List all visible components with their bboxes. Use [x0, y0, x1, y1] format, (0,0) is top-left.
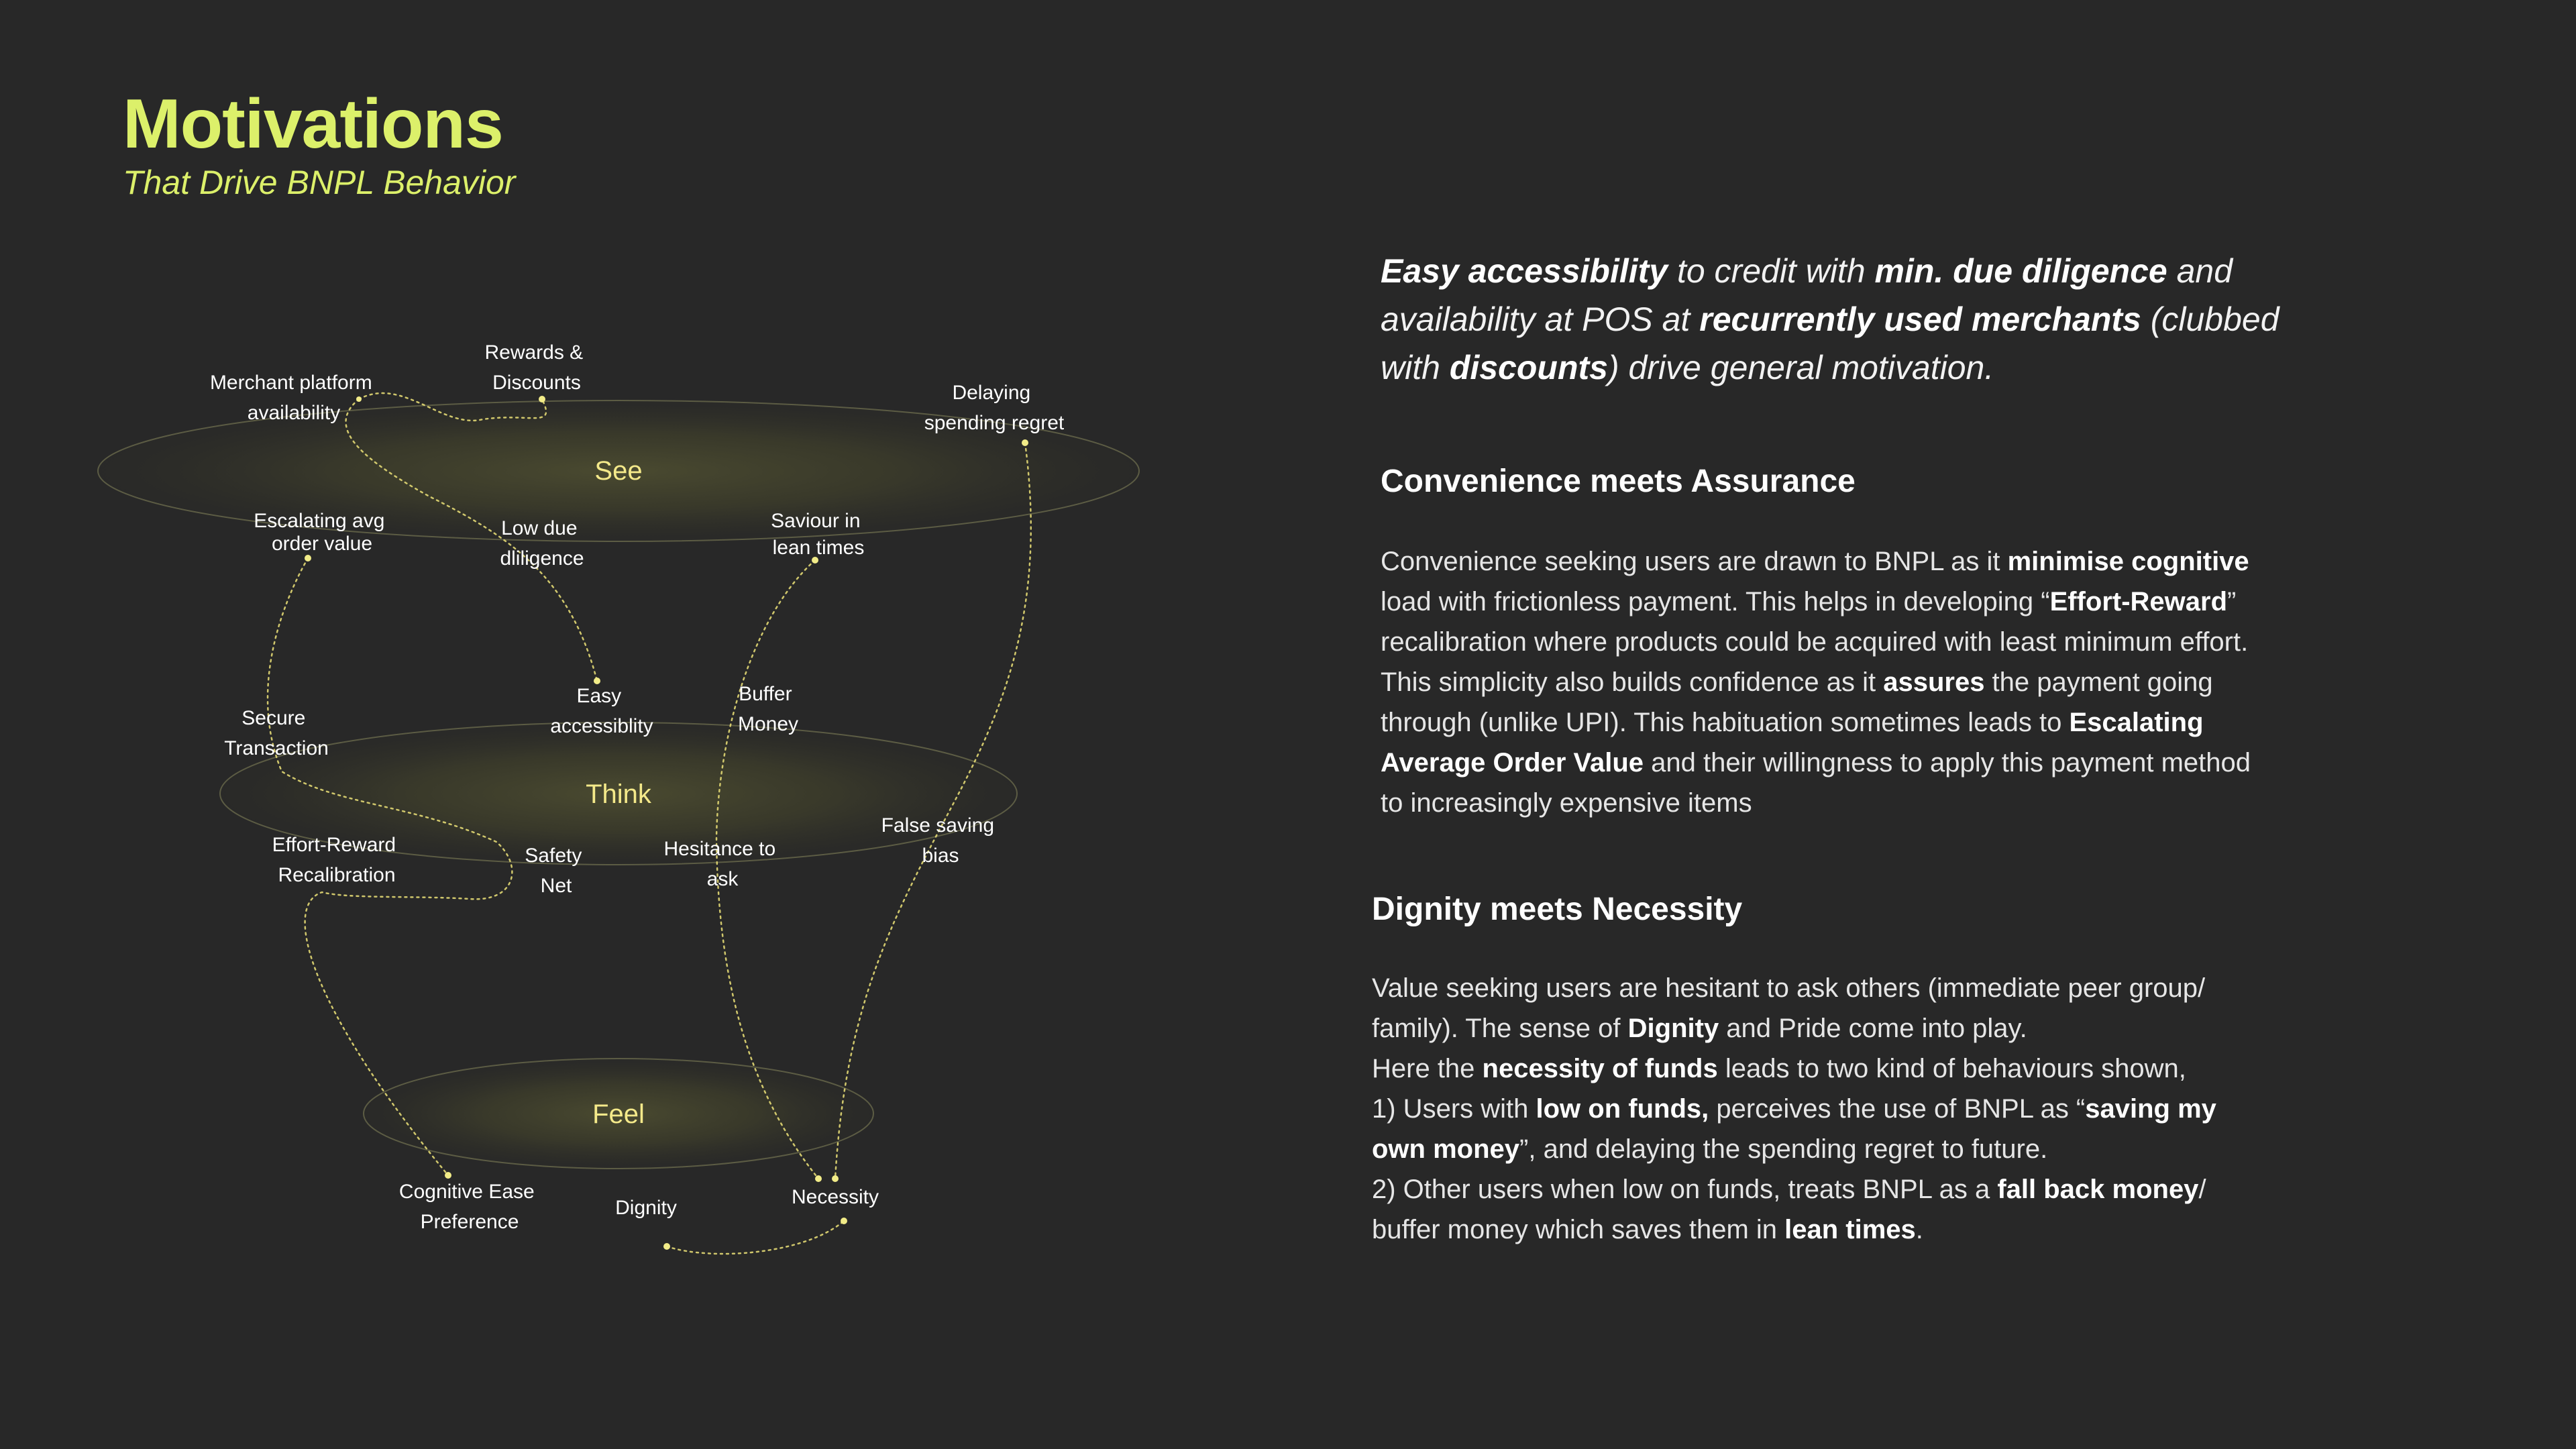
s1-text-7: the payment going through (unlike UPI). This habituation sometimes leads to: [1381, 667, 2213, 737]
section-convenience: [1381, 463, 2273, 823]
node-dot-escalating: [305, 555, 311, 561]
section-heading-dignity: Dignity meets Necessity: [1372, 892, 1743, 927]
node-necessity: Necessity: [791, 1186, 879, 1208]
node-delaying-regret: Delaying spending regret: [924, 382, 1065, 434]
s2-text: .: [1915, 1215, 1923, 1244]
lead-text-6: (clubbed with: [1381, 301, 2279, 386]
s1-bold-2: minimise cognitive: [2007, 547, 2249, 576]
node-hesitance-ask: Hesitance to ask: [663, 838, 776, 890]
s2-text: / buffer money which saves them in: [1372, 1175, 2206, 1244]
s1-text-9: and their willingness to apply this payment method to increasingly expensive items: [1381, 748, 2251, 818]
s2-line-1: [1372, 968, 2244, 1049]
s2-bold: fall back money: [1997, 1175, 2199, 1204]
level-label-feel: Feel: [592, 1099, 645, 1129]
s1-text-5: ” recalibration where products could be acquired with least minimum effort. This simplicity also builds confidence as it: [1381, 587, 2249, 697]
node-merchant-platform: Merchant platform availability: [209, 372, 372, 424]
s1-text-3: load with frictionless payment. This helps in developing “: [1381, 587, 2050, 616]
node-secure-transaction: Secure Transaction: [224, 707, 329, 759]
section-body-dignity: [1372, 968, 2244, 1250]
node-dot-easy-access: [594, 678, 600, 684]
page-title: Motivations: [123, 85, 503, 163]
s2-bold: low on funds,: [1536, 1094, 1709, 1124]
s2-text: and Pride come into play.: [1719, 1014, 2027, 1043]
lead-text-8: ) drive general motivation.: [1607, 349, 1994, 386]
node-rewards-discounts: Rewards & Discounts: [484, 341, 584, 394]
s2-text: 1) Users with: [1372, 1094, 1536, 1124]
flow-line-dignity-necessity: [667, 1221, 844, 1254]
lead-text-4: and availability at POS at: [1381, 252, 2233, 338]
lead-bold-7: discounts: [1449, 349, 1608, 386]
node-dot-necessity-c: [841, 1218, 847, 1224]
lead-bold-3: min. due diligence: [1874, 252, 2167, 290]
s2-text: Here the: [1372, 1054, 1483, 1083]
node-saviour-lean-times: Saviour in lean times: [771, 510, 865, 559]
s2-text: Value seeking users are hesitant to ask others (immediate peer group/ family). The sense of: [1372, 973, 2206, 1043]
node-dot-delaying: [1022, 439, 1028, 446]
node-escalating-aov: Escalating avg order value: [254, 510, 385, 555]
s2-bold: lean times: [1784, 1215, 1916, 1244]
lead-bold-5: recurrently used merchants: [1699, 301, 2141, 338]
s2-line-3: [1372, 1089, 2244, 1169]
node-low-due-diligence: Low due dliligence: [500, 517, 584, 570]
s1-bold-8: Escalating Average Order Value: [1381, 708, 2204, 777]
s2-text: ”, and delaying the spending regret to future.: [1519, 1134, 2048, 1164]
node-safety-net: Safety Net: [525, 845, 582, 897]
s2-bold: necessity of funds: [1482, 1054, 1718, 1083]
section-dignity: [1372, 891, 2244, 1250]
section-heading-convenience: Convenience meets Assurance: [1381, 464, 1856, 499]
node-easy-accessibility: Easy accessiblity: [550, 685, 653, 737]
node-dot-merchant: [356, 396, 362, 402]
node-buffer-money: Buffer Money: [737, 683, 799, 735]
node-dot-rewards: [539, 396, 545, 402]
section-body-convenience: [1381, 541, 2273, 823]
s1-text-1: Convenience seeking users are drawn to BNPL as it: [1381, 547, 2008, 576]
lead-statement: [1381, 247, 2306, 392]
s2-bold: saving my own money: [1372, 1094, 2216, 1164]
node-dot-dignity: [663, 1243, 670, 1250]
node-cognitive-ease: Cognitive Ease Preference: [398, 1181, 535, 1233]
s1-bold-4: Effort-Reward: [2049, 587, 2228, 616]
level-label-think: Think: [586, 780, 651, 809]
s2-text: perceives the use of BNPL as “: [1709, 1094, 2086, 1124]
s2-bold: Dignity: [1627, 1014, 1719, 1043]
s2-text: leads to two kind of behaviours shown,: [1717, 1054, 2186, 1083]
motivation-diagram: [0, 0, 1208, 1315]
node-dot-necessity-a: [815, 1175, 822, 1182]
node-dignity: Dignity: [615, 1197, 677, 1219]
s2-text: 2) Other users when low on funds, treats BNPL as a: [1372, 1175, 1998, 1204]
node-dot-necessity-b: [832, 1175, 839, 1182]
s2-line-4: [1372, 1169, 2244, 1250]
lead-text-2: to credit with: [1668, 252, 1875, 290]
level-label-see: See: [594, 456, 643, 486]
node-false-saving: False saving bias: [881, 814, 995, 867]
lead-bold-1: Easy accessibility: [1381, 252, 1668, 290]
node-dot-cognitive: [445, 1172, 451, 1179]
page-subtitle: That Drive BNPL Behavior: [123, 164, 516, 201]
node-effort-reward: Effort-Reward Recalibration: [272, 834, 396, 886]
s2-line-2: [1372, 1049, 2244, 1089]
s1-bold-6: assures: [1883, 667, 1985, 697]
